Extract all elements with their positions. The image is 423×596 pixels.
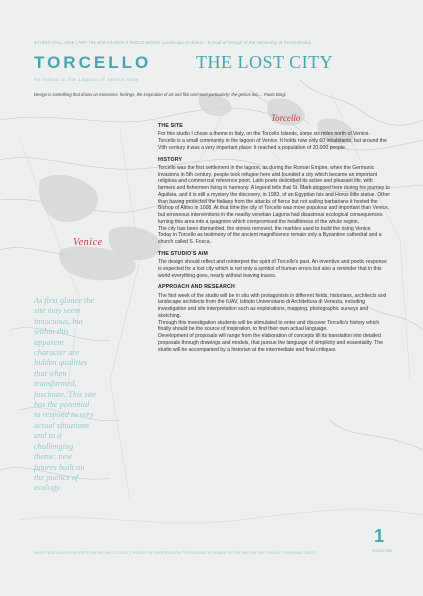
section-body: For this studio I chose a theme in Italy, on the Torcello Islands, some six miles north of Venice. Torcello is a small community in the lagoon of Venice. It holds now only 60 inhabitants, but around the VIth century it was a very important place: it reached a population of 20.000 people. — [158, 131, 387, 151]
text-column — [158, 123, 391, 358]
section-heading: THE STUDIO'S AIM — [158, 250, 209, 257]
map-label-torcello: Torcello — [271, 113, 301, 123]
section-heading: THE SITE — [158, 123, 183, 129]
header-meta-line: STUDIO FALL 2006 | ARP 751-B/M STUDIO II PAOLO BÜRGI Landscape Architect - School of Design of the University of Pennsylvania — [34, 40, 312, 45]
section-aim — [158, 251, 391, 280]
section-heading: APPROACH AND RESEARCH — [158, 284, 235, 291]
subtitle: An Island in the Lagoon of Venice Italy — [34, 78, 140, 83]
intro-quote: Design is something that draws on memories, feelings, the inspiration of art and film and most particularly: the genius loci.... Paolo Bürgi — [34, 92, 286, 97]
title-torcello: TORCELLO — [34, 53, 152, 72]
footer-line: INVESTIGATIONS IN PERCEPTION: WE WILL COLLECT POINTS OF OBSERVATION TO PROVOKE A CHANGE IN THE WAY WE SEE THINGS, FORM AND SPACE — [34, 551, 316, 555]
section-history — [158, 157, 391, 246]
section-body: Torcello was the first settlement in the lagoon, as during the Roman Empire, when the Germanic invasions in 5th century, people took refugee here and founded a city which became an important religious and commercial reference point. Latin poets described its active and pleasant life, with farmers and fishermen living in harmony. A legend tells that St. Mark stopped here during his journey to Aquileia, and it is still a mystery the discovery, in 1983, of an Egyptian Isis and Horus little statue. Other than having protected the Italians from the attacks of fierce but not sailing barbarians it hosted the Bishop of Altino in 1008. At that time the city of Torcello was more populous and important than Venice, but erroneous interventions in the nearby venetian Laguna had disastrous ecological consequences turning this area into a quagmire which compromised the healthiness of the whole region. The city has been dismantled, the stones removed, the marbles used to build the rising Venice. Today in Torcello as testimony of the ancient magnificence remain only a Byzantine cathedral and a church called S. Fosca. — [158, 164, 391, 245]
section-approach — [158, 284, 391, 353]
section-site — [158, 123, 391, 152]
map-label-venice: Venice — [73, 237, 103, 248]
section-body: The first week of the studio will be in situ with protagonists in different fields, historians, architects and landscape architects from the IUAV, Istituto Universitario di Architettura di Venezia, including investigation and site interpretation such as explorations, mapping, photographic surveys and sketching. Through this investigation students will be stimulated to enter and discover Torcello's history which finally should be the source of inspiration, to find their own actual language. Development of proposals will range from the elaboration of concepts till its translation into detailed proposals through drawings and models, that pursue the language of simplicity and essentiality. The studio will be accompanied by a historian at the intermediate and final critiques. — [158, 292, 387, 353]
page-number-sub: STUDIO 2006 — [372, 549, 393, 553]
section-body: The design should reflect and reinterpret the spirit of Torcello's past. An inventive and poetic response is expected for a lost city which is not only a symbol of human errors but also a reminder that in this world everything goes, nearly without leaving traces. — [158, 259, 387, 279]
title-lost-city: THE LOST CITY — [196, 52, 334, 72]
side-quote: As first glance the site may seem innocuous, but within this apparent character are hidden qualities that when transformed, fascinate. This site has the potential to respond to very actual situations and to a challenging theme: new futures built on the poetics of ecology. — [34, 296, 96, 493]
page-number: 1 — [374, 526, 385, 546]
section-heading: HISTORY — [158, 156, 183, 163]
